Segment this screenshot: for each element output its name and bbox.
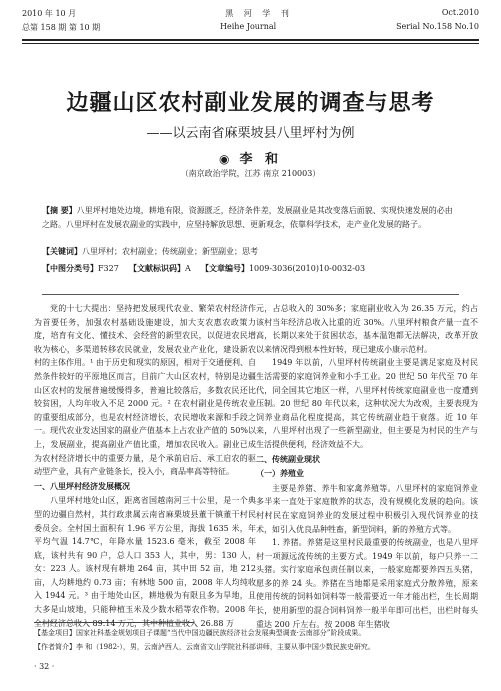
- journal-header: [22, 6, 479, 48]
- keywords: [42, 244, 459, 259]
- body-column-left: [34, 302, 256, 630]
- header-issue-en: Serial No.158 No.10: [396, 22, 479, 31]
- page-number: · 32 ·: [34, 662, 55, 671]
- article-id-label: 【文章编号】: [200, 263, 249, 273]
- header-date: 2010 年 10 月: [22, 9, 77, 18]
- class-value: F327: [98, 264, 119, 273]
- author-affiliation: （南京政治学院，江苏 南京 210003）: [180, 169, 321, 178]
- header-rule-thick: [22, 39, 479, 41]
- author-bullet-icon: ◉: [218, 152, 234, 166]
- article-id-value: 1009-3036(2010)10-0032-03: [248, 264, 366, 273]
- paragraph: 元，占总收入的 30%多；家庭副业收入为 26.35 万元，约占该村当年经济总收入比重的近 30%。八里坪村粮食产量一直不高，长期以来处于贫困状态，基本温饱都无法解决，改革开放以来情况得到根本性好转，现已建成小康示范村。: [256, 304, 478, 354]
- header-rule-thin: [22, 43, 479, 44]
- footnote-author: 【作者简介】李 和（1982-），男，云南泸西人，云南省文山学院社科部讲师，主要从事中国少数民族史研究。: [34, 643, 375, 651]
- classification-line: [42, 261, 459, 276]
- keywords-text: 八里坪村；农村副业；传统副业；新型副业；思考: [82, 247, 258, 256]
- footnote-rule: [34, 622, 194, 623]
- author-line: [0, 148, 501, 167]
- footnote-fund: 【基金项目】国家社科基金规划项目子课题“当代中国边疆民族经济社会发展典型调查·云南部分”阶段成果。: [34, 629, 366, 637]
- section-heading: 二、传统副业现状: [256, 454, 320, 464]
- header-journal-cn: 黑 河 学 刊: [225, 9, 293, 18]
- abstract-label: 【摘 要】: [42, 205, 77, 215]
- author-name: 李 和: [239, 152, 282, 167]
- paragraph: 党的十七大提出：坚持把发展现代农业、繁荣农村经济作为首要任务，加强农村基础设施建设，加大支农惠农政策力度，培育有文化、懂技术、会经营的新型农民，以促进农民增收为核心，多渠道转移农民就业，发展农业产业化，建设新农村的主体作用。¹ 由于历史和现实的原因，相对于交通便利、自然条件较好的平原地区而言，目前广大山区农村，特别是边疆山区农村的发展普遍缓慢得多，普遍比较落后，多数农民还比较贫困，人均年收入不足 2000 元。² 在农村副业是传统农业的重要组成部分，也是农村经济增长，农民增收来源和手段之一。现代农业发达国家的副业产值基本上占农业产值的 50%以上，发展副业，提高副业产值比重，增加农民收入。副业已成为农村经济增长中的重要力量，是个承前启后、承工启农的驱动型产业，具有产业链条长，投入小，商品率高等特征。: [34, 304, 256, 477]
- keywords-label: 【关键词】: [42, 246, 82, 256]
- abstract-block: [42, 203, 459, 276]
- doc-code-value: A: [185, 264, 191, 273]
- class-label: 【中图分类号】: [42, 263, 98, 273]
- abstract: [42, 203, 459, 232]
- header-date-en: Oct.2010: [441, 8, 479, 17]
- subsection-heading: （一）养殖业: [256, 468, 304, 479]
- article-subtitle: ——以云南省麻栗坡县八里坪村为例: [146, 126, 355, 141]
- header-journal-en: Heihe Journal: [220, 22, 277, 31]
- article-title: 边疆山区农村副业发展的调查与思考: [66, 91, 435, 116]
- abstract-divider: [42, 294, 459, 295]
- paragraph: 1949 年以前，八里坪村传统副业主要是满足家庭及村民生活需要的家庭饲养业和小手工业。20 世纪 50 年代至 70 年代，同全国其它地区一样，八里坪村传统家庭副业也一度遭到压制。20 世纪 80 年代以来，这种状况大为改观，主要表现为饲养业商品化程度提高，其它传统副业趋于衰落。近 10 年来，八里坪村出现了一些新型副业，但主要是为村民的生产与生活提供便利，经济效益不大。: [256, 358, 478, 449]
- header-issue: 总第 158 期 第 10 期: [22, 23, 101, 32]
- doc-code-label: 【文献标识码】: [129, 263, 185, 273]
- section-heading: 一、八里坪村经济发展概况: [34, 481, 130, 491]
- abstract-text: 八里坪村地处边境，耕地有限，资源匮乏，经济条件差，发展副业是其改变落后面貌、实现快速发展的必由之路。八里坪村在发展农副业的实践中，应坚持解放思想、更新观念，依靠科学技术，走产业化发展的路子。: [42, 206, 453, 229]
- paragraph: 主要是养猪、养牛和家禽养殖等。八里坪村的家庭饲养业多半来一直处于家庭散养的状态，没有规模化发展的趋向。该村村民在家庭饲养业的发展过程中积极引入现代饲养业的技术，如引入优良品种牲畜，新型饲料，新的养殖方式等。: [256, 483, 478, 534]
- paragraph: 八里坪村地处山区，距离省国越南河三十公里，是一个典型的边疆自然村，其行政隶属云南省麻栗坡县董干镇董干村民委员会。全村国土面积有 1.96 平方公里，海拔 1635 米，年平均气温 14.7℃，年降水量 1523.6 毫米，截至 2008 年底，该村共有 90 户，总人口 353 人，其中，男：130 人，女：223 人。该村现有耕地 264 亩，其中田 52 亩，地 212 亩，人均耕地约 0.73 亩；有林地 500 亩，2008 年人均纯收入 1944 元。³ 由于地处山区，耕地极为有限且多为旱地，且大多是山坡地，只能种植玉米及少数水稻等农作物。2008 年全村经济总收入 89.14 万元，其中种植业收入 26.88 万: [34, 496, 256, 628]
- body-column-right: [256, 302, 478, 631]
- paragraph: 1. 养猪。养猪是这里村民最重要的传统副业，也是八里坪村一项源远流传统的主要方式。1949 年以前，每户只养一二头猪。实行家庭承包责任制以来，一般家庭都要养四五头猪，愿多的养 24 头。养猪在当地都是采用家庭式分散养殖，原来使用传统的饲料如饲料等一般需要近一年才能出栏，生长周期长，使用新型的混合饲料饲养一般半年即可出栏，出栏时每头重达 200 斤左右。按 2008 年生猪收: [256, 538, 478, 629]
